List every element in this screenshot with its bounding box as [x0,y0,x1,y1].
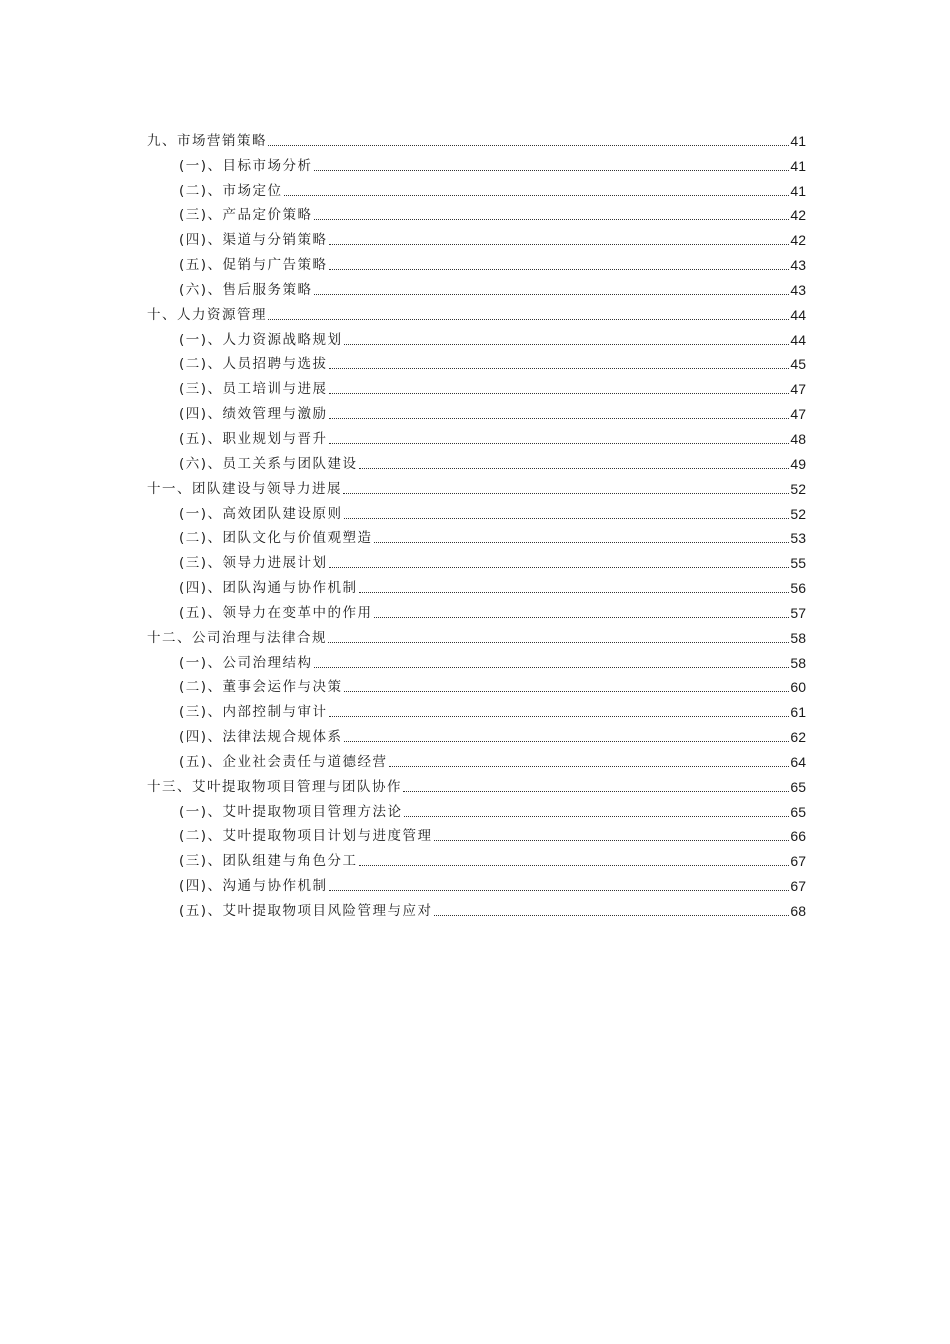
toc-dot-leader [329,716,790,717]
toc-entry-title: (四)、绩效管理与激励 [179,406,328,423]
toc-page-number: 41 [790,132,806,149]
toc-page-number: 42 [790,207,806,224]
toc-section-entry[interactable] [147,373,806,398]
toc-entry-title: (二)、艾叶提取物项目计划与进度管理 [179,828,433,845]
toc-section-entry[interactable] [147,746,806,771]
toc-section-entry[interactable] [147,796,806,821]
toc-page-number: 53 [790,530,806,547]
toc-chapter-entry[interactable] [147,299,806,324]
toc-section-entry[interactable] [147,523,806,548]
toc-entry-title: (六)、员工关系与团队建设 [179,455,358,472]
toc-dot-leader [403,791,789,792]
toc-section-entry[interactable] [147,150,806,175]
toc-page-number: 60 [790,679,806,696]
toc-page-number: 48 [790,430,806,447]
toc-entry-title: 十、人力资源管理 [147,306,267,323]
toc-dot-leader [329,567,790,568]
toc-dot-leader [359,468,790,469]
toc-page-number: 62 [790,729,806,746]
toc-page-number: 65 [790,803,806,820]
toc-dot-leader [328,642,789,643]
toc-dot-leader [359,592,790,593]
toc-entry-title: (一)、高效团队建设原则 [179,505,343,522]
toc-page-number: 44 [790,331,806,348]
toc-page-number: 67 [790,853,806,870]
toc-page-number: 67 [790,878,806,895]
toc-entry-title: 十一、团队建设与领导力进展 [147,480,342,497]
toc-section-entry[interactable] [147,672,806,697]
toc-page-number: 41 [790,182,806,199]
toc-dot-leader [434,915,790,916]
toc-entry-title: (二)、团队文化与价值观塑造 [179,530,373,547]
toc-page-number: 49 [790,455,806,472]
toc-section-entry[interactable] [147,274,806,299]
toc-dot-leader [389,766,790,767]
toc-dot-leader [329,443,790,444]
toc-dot-leader [329,244,790,245]
toc-entry-title: (四)、法律法规合规体系 [179,729,343,746]
toc-dot-leader [344,691,790,692]
toc-entry-title: (三)、内部控制与审计 [179,704,328,721]
toc-page-number: 41 [790,157,806,174]
toc-entry-title: (五)、艾叶提取物项目风险管理与应对 [179,903,433,919]
toc-page-number: 57 [790,604,806,621]
toc-section-entry[interactable] [147,721,806,746]
toc-page-number: 47 [790,406,806,423]
toc-section-entry[interactable] [147,572,806,597]
toc-page-number: 43 [790,257,806,274]
toc-entry-title: (四)、渠道与分销策略 [179,232,328,249]
toc-dot-leader [314,170,790,171]
toc-section-entry[interactable] [147,597,806,622]
toc-entry-title: (三)、团队组建与角色分工 [179,853,358,870]
toc-page-number: 68 [790,903,806,919]
toc-section-entry[interactable] [147,821,806,846]
toc-entry-title: (四)、沟通与协作机制 [179,878,328,895]
toc-dot-leader [344,518,790,519]
toc-entry-title: (五)、企业社会责任与道德经营 [179,753,388,770]
toc-section-entry[interactable] [147,324,806,349]
toc-page-number: 43 [790,281,806,298]
toc-page-number: 58 [790,629,806,646]
toc-page-number: 52 [790,480,806,497]
toc-chapter-entry[interactable] [147,473,806,498]
toc-section-entry[interactable] [147,200,806,225]
toc-dot-leader [359,865,790,866]
toc-dot-leader [268,145,789,146]
toc-page-number: 64 [790,753,806,770]
toc-dot-leader [314,294,790,295]
toc-entry-title: 十二、公司治理与法律合规 [147,629,327,646]
toc-page-number: 47 [790,381,806,398]
toc-dot-leader [404,816,790,817]
toc-section-entry[interactable] [147,547,806,572]
toc-section-entry[interactable] [147,249,806,274]
toc-entry-title: 九、市场营销策略 [147,132,267,149]
toc-entry-title: (五)、职业规划与晋升 [179,430,328,447]
toc-page-number: 61 [790,704,806,721]
toc-page-number: 44 [790,306,806,323]
toc-section-entry[interactable] [147,448,806,473]
toc-section-entry[interactable] [147,498,806,523]
toc-section-entry[interactable] [147,349,806,374]
toc-entry-title: (二)、董事会运作与决策 [179,679,343,696]
toc-entry-title: (一)、艾叶提取物项目管理方法论 [179,803,403,820]
table-of-contents [147,125,806,920]
toc-dot-leader [329,418,790,419]
toc-entry-title: (五)、领导力在变革中的作用 [179,604,373,621]
toc-section-entry[interactable] [147,895,806,920]
toc-section-entry[interactable] [147,398,806,423]
toc-page-number: 42 [790,232,806,249]
toc-section-entry[interactable] [147,175,806,200]
toc-dot-leader [284,195,790,196]
toc-dot-leader [314,667,790,668]
toc-chapter-entry[interactable] [147,771,806,796]
toc-dot-leader [344,344,790,345]
toc-dot-leader [329,269,790,270]
toc-chapter-entry[interactable] [147,622,806,647]
toc-page-number: 56 [790,580,806,597]
toc-section-entry[interactable] [147,423,806,448]
toc-dot-leader [329,393,790,394]
toc-entry-title: (六)、售后服务策略 [179,281,313,298]
toc-dot-leader [314,219,790,220]
toc-section-entry[interactable] [147,224,806,249]
toc-dot-leader [329,890,790,891]
toc-dot-leader [344,741,790,742]
toc-dot-leader [374,542,790,543]
toc-dot-leader [343,493,789,494]
toc-page-number: 58 [790,654,806,671]
toc-page-number: 52 [790,505,806,522]
toc-section-entry[interactable] [147,647,806,672]
toc-entry-title: (一)、目标市场分析 [179,157,313,174]
toc-page-number: 55 [790,555,806,572]
toc-entry-title: 十三、艾叶提取物项目管理与团队协作 [147,778,402,795]
toc-page-number: 66 [790,828,806,845]
toc-dot-leader [268,319,789,320]
toc-section-entry[interactable] [147,845,806,870]
toc-entry-title: (三)、领导力进展计划 [179,555,328,572]
toc-entry-title: (三)、产品定价策略 [179,207,313,224]
toc-section-entry[interactable] [147,696,806,721]
toc-entry-title: (四)、团队沟通与协作机制 [179,580,358,597]
toc-entry-title: (一)、人力资源战略规划 [179,331,343,348]
toc-chapter-entry[interactable] [147,125,806,150]
toc-entry-title: (一)、公司治理结构 [179,654,313,671]
toc-page-number: 45 [790,356,806,373]
toc-dot-leader [434,840,790,841]
toc-entry-title: (三)、员工培训与进展 [179,381,328,398]
toc-entry-title: (二)、市场定位 [179,182,283,199]
toc-dot-leader [329,368,790,369]
toc-dot-leader [374,617,790,618]
toc-page-number: 65 [790,778,806,795]
toc-entry-title: (五)、促销与广告策略 [179,257,328,274]
toc-entry-title: (二)、人员招聘与选拔 [179,356,328,373]
toc-section-entry[interactable] [147,870,806,895]
